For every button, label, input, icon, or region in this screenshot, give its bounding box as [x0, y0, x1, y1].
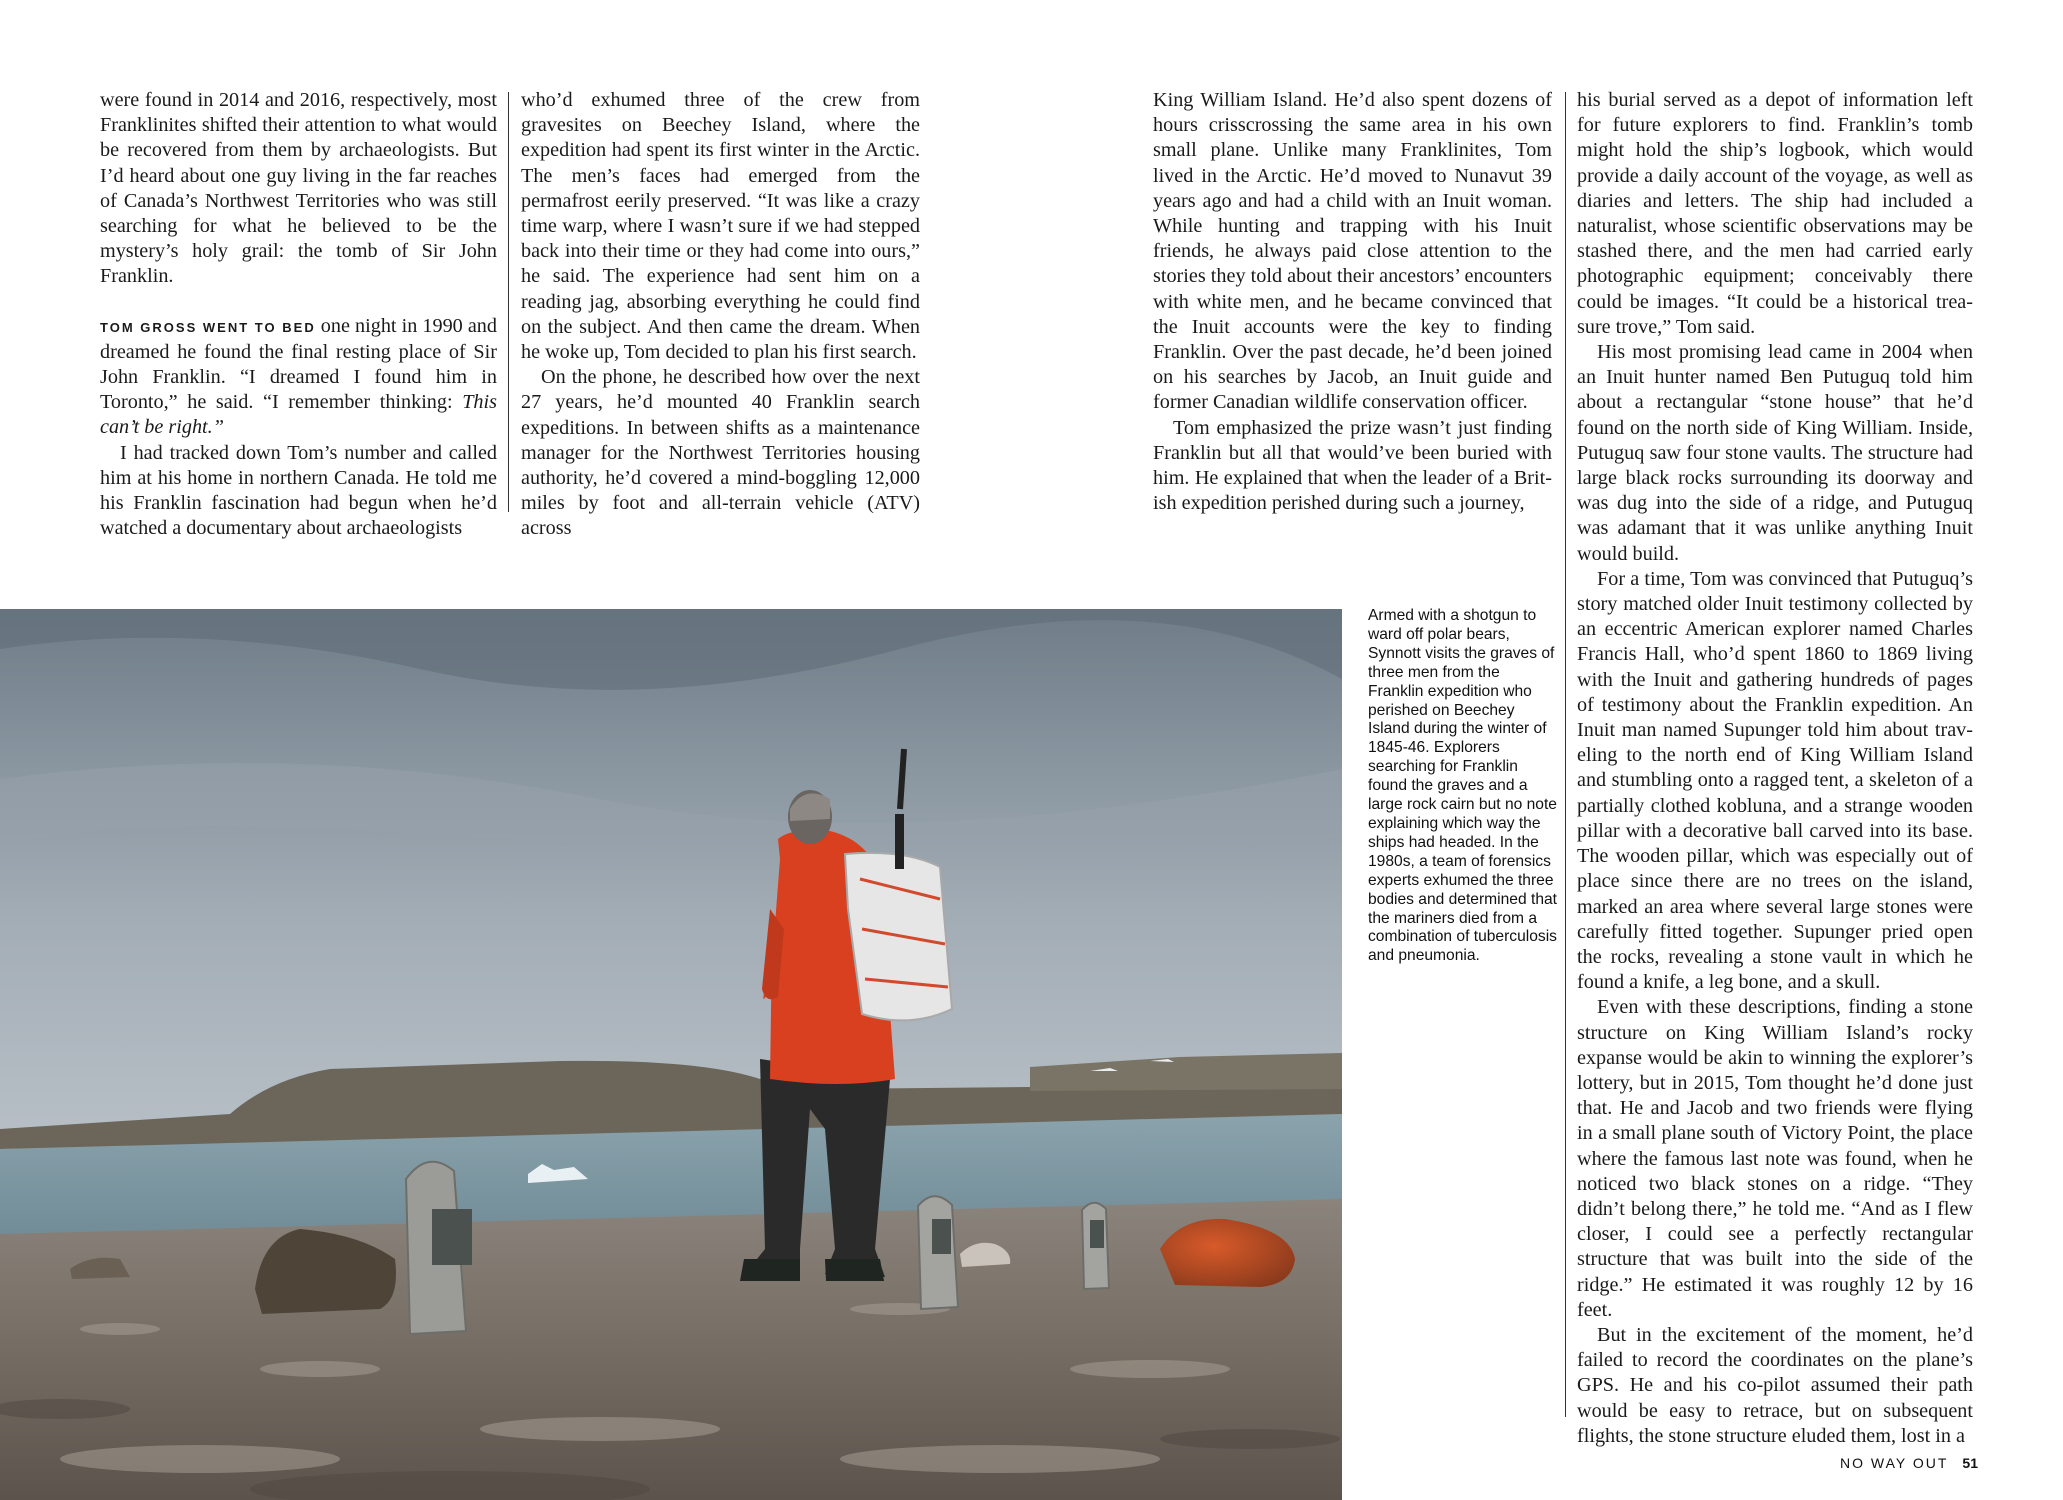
paragraph-with-kicker [100, 314, 497, 441]
paragraph: For a time, Tom was convinced that Putuguq’s story matched older Inuit testimony collected by an eccentric American explorer named Charles Francis Hall, who’d spent 1860 to 1869 living with the Inuit and gathering hundreds of pages of testimony about the Franklin expedition. An Inuit man named Supunger told him about traveling to the north end of King William Island and stumbling onto a ragged tent, a skeleton of a partially clothed kobluna, and a strange wooden pillar with a decorative ball carved into its base. The wooden pillar, which was especially out of place since there are no trees on the island, marked an area where several large stones were carefully fitted together. Supunger pried open the rocks, revealing a stone vault in which he found a knife, a leg bone, and a skull. [1577, 567, 1973, 994]
photo-caption: Armed with a shotgun to ward off polar bears, Synnott visits the graves of three men from the Franklin expedition who perished on Beechey Island during the winter of 1845-46. Explorers searching for Franklin found the graves and a large rock cairn but no note explaining which way the ships had headed. In the 1980s, a team of forensics experts exhumed the three bodies and determined that the mariners died from a combination of tuberculosis and pneumonia. [1368, 607, 1557, 965]
article-column-3 [1153, 88, 1552, 516]
paragraph: King William Island. He’d also spent dozens of hours crisscrossing the same area in his own small plane. Unlike many Franklinites, Tom lived in the Arctic. He’d moved to Nunavut 39 years ago and had a child with an Inuit woman. While hunting and trapping with his Inuit friends, he always paid close attention to the stories they told about their ancestors’ encounters with white men, and he became convinced that the Inuit accounts were the key to finding Franklin. Over the past decade, he’d been joined on his searches by Jacob, an Inuit guide and former Canadian wildlife conservation officer. [1153, 89, 1552, 414]
section-kicker: TOM GROSS WENT TO BED [100, 319, 316, 335]
paragraph-text: one night in 1990 and dreamed he found the final resting place of Sir John Franklin. “I dreamed I found him in Toronto,” he said. “I remember thinking: [100, 314, 497, 414]
italic-quote: This can’t be right.” [100, 391, 497, 439]
column-divider [1565, 92, 1566, 1417]
article-column-1 [100, 88, 497, 541]
page-number: 51 [1962, 1455, 1978, 1471]
paragraph: Tom emphasized the prize wasn’t just finding Franklin but all that would’ve been buried with him. He explained that when the leader of a British expedition perished during such a journey, [1153, 416, 1552, 515]
paragraph: who’d exhumed three of the crew from gravesites on Beechey Island, where the expedition had spent its first winter in the Arctic. The men’s faces had emerged from the permafrost eerily preserved. “It was like a crazy time warp, where I wasn’t sure if we had stepped back into their time or they had come into ours,” he said. The experience had sent him on a reading jag, absorbing everything he could find on the subject. And then came the dream. When he woke up, Tom decided to plan his first search. [521, 89, 920, 364]
paragraph: But in the excitement of the moment, he’d failed to record the coordinates on the plane’s GPS. He and his co-pilot assumed their path would be easy to retrace, but on subsequent flights, the stone structure eluded them, lost in a [1577, 1323, 1973, 1447]
paragraph: Even with these descriptions, finding a stone structure on King William Island’s rocky expanse would be akin to winning the explorer’s lottery, but in 2015, Tom thought he’d done just that. He and Jacob and two friends were flying in a small plane south of Victory Point, the place where the famous last note was found, when he noticed two black stones on a ridge. “They didn’t belong there,” he told me. “And as I flew closer, I could see a perfectly rectangular structure that was built into the side of the ridge.” He estimated it was roughly 12 by 16 feet. [1577, 996, 1973, 1321]
article-photo [0, 609, 1342, 1500]
paragraph: His most promising lead came in 2004 when an Inuit hunter named Ben Putuguq told him about a rectangular “stone house” that he’d found on the north side of King William. Inside, Putuguq saw four stone vaults. The structure had large black rocks surrounding its doorway and was dug into the side of a ridge, and Putuguq was adamant that it was unlike anything Inuit would build. [1577, 341, 1973, 565]
article-column-4 [1577, 88, 1973, 1449]
paragraph: were found in 2014 and 2016, respectively, most Franklinites shifted their attention to what would be recovered from them by archaeologists. But I’d heard about one guy living in the far reaches of Canada’s Northwest Territories who was still searching for what he believed to be the mystery’s holy grail: the tomb of Sir John Franklin. [100, 89, 497, 288]
paragraph: I had tracked down Tom’s number and called him at his home in northern Canada. He told me his Franklin fascination had begun when he’d watched a documentary about archaeologists [100, 441, 497, 540]
article-column-2 [521, 88, 920, 542]
page-footer [1840, 1455, 1978, 1471]
section-name: NO WAY OUT [1840, 1455, 1949, 1471]
paragraph: On the phone, he described how over the next 27 years, he’d mounted 40 Franklin search expeditions. In between shifts as a maintenance manager for the Northwest Territories housing authority, he’d covered a mind-boggling 12,000 miles by foot and all-terrain vehicle (ATV) across [521, 366, 920, 540]
column-divider [508, 92, 509, 512]
paragraph: his burial served as a depot of information left for future explorers to find. Franklin’s tomb might hold the ship’s logbook, which would provide a daily account of the voyage, as well as diaries and letters. The ship had included a naturalist, whose scientific observations may be stashed there, and the men had carried early photographic equipment; conceivably there could be images. “It could be a historical treasure trove,” Tom said. [1577, 89, 1973, 338]
